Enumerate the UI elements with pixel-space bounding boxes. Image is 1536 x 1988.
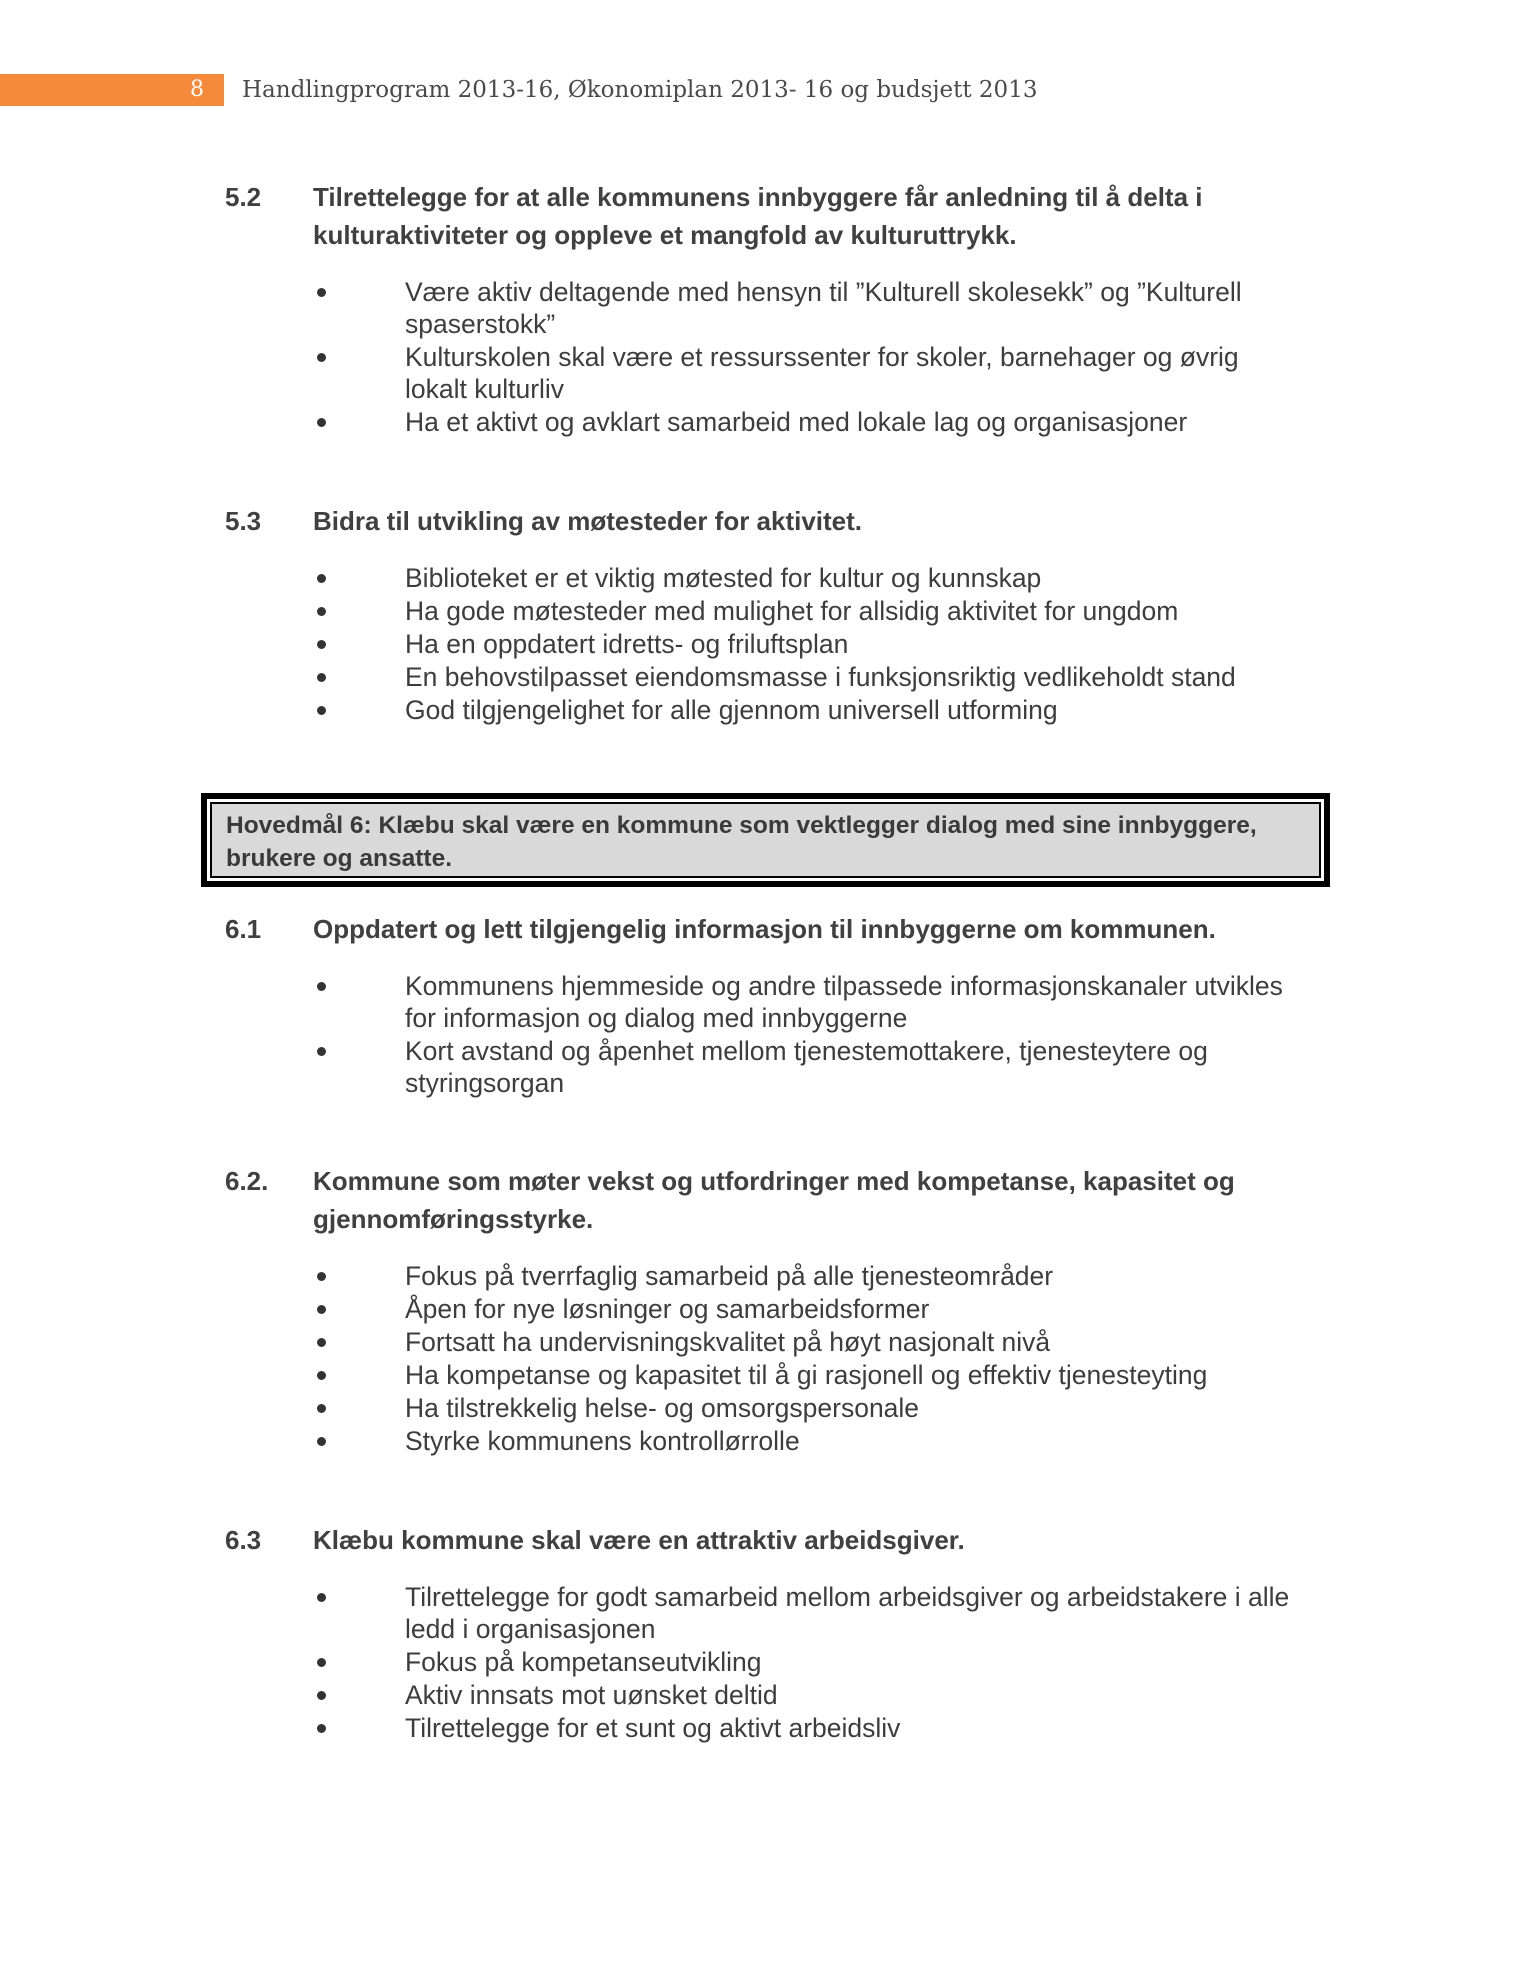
page-number: 8 (190, 77, 204, 102)
list-item (225, 562, 1335, 594)
list-item (225, 1581, 1335, 1645)
section-title: Tilrettelegge for at alle kommunens innbyggere får anledning til å delta i kulturaktiviteter og oppleve et mangfold av kulturuttrykk. (313, 182, 1203, 250)
bullet-icon (317, 1338, 326, 1347)
list-item (225, 694, 1335, 726)
bullet-icon (317, 673, 326, 682)
bullet-icon (317, 1724, 326, 1733)
list-item (225, 406, 1335, 438)
section-title: Kommune som møter vekst og utfordringer med kompetanse, kapasitet og gjennomføringsstyrke. (313, 1166, 1235, 1234)
bullet-icon (317, 640, 326, 649)
section-title: Bidra til utvikling av møtesteder for aktivitet. (313, 506, 863, 536)
bullet-icon (317, 1437, 326, 1446)
section-title: Klæbu kommune skal være en attraktiv arbeidsgiver. (313, 1525, 965, 1555)
section-6-1 (225, 910, 1335, 1100)
list-item (225, 276, 1335, 340)
section-number: 6.2. (225, 1166, 269, 1196)
list-item (225, 1293, 1335, 1325)
section-number: 6.3 (225, 1525, 262, 1555)
bullet-list (225, 562, 1335, 726)
bullet-icon (317, 1593, 326, 1602)
list-item-text: Ha en oppdatert idretts- og friluftsplan (405, 629, 849, 659)
list-item-text: Fokus på tverrfaglig samarbeid på alle tjenesteområder (405, 1261, 1054, 1291)
list-item (225, 1359, 1335, 1391)
list-item (225, 1035, 1335, 1099)
bullet-icon (317, 1658, 326, 1667)
list-item-text: Ha gode møtesteder med mulighet for allsidig aktivitet for ungdom (405, 596, 1179, 626)
list-item (225, 1646, 1335, 1678)
section-number: 5.3 (225, 506, 262, 536)
section-heading (225, 1521, 1335, 1559)
list-item-text: Være aktiv deltagende med hensyn til ”Kulturell skolesekk” og ”Kulturell spaserstokk” (405, 277, 1242, 339)
bullet-icon (317, 706, 326, 715)
section-number: 6.1 (225, 914, 262, 944)
list-item (225, 628, 1335, 660)
list-item (225, 1425, 1335, 1457)
list-item-text: Tilrettelegge for godt samarbeid mellom arbeidsgiver og arbeidstakere i alle ledd i organisasjonen (405, 1582, 1290, 1644)
list-item-text: Kommunens hjemmeside og andre tilpassede informasjonskanaler utvikles for informasjon og dialog med innbyggerne (405, 971, 1283, 1033)
list-item (225, 1679, 1335, 1711)
list-item (225, 1326, 1335, 1358)
bullet-icon (317, 1047, 326, 1056)
section-heading (225, 502, 1335, 540)
list-item-text: Ha kompetanse og kapasitet til å gi rasjonell og effektiv tjenesteyting (405, 1360, 1208, 1390)
list-item-text: Fortsatt ha undervisningskvalitet på høyt nasjonalt nivå (405, 1327, 1051, 1357)
section-number: 5.2 (225, 182, 262, 212)
list-item (225, 1712, 1335, 1744)
list-item (225, 661, 1335, 693)
bullet-list (225, 1260, 1335, 1457)
list-item (225, 1392, 1335, 1424)
list-item-text: Biblioteket er et viktig møtested for kultur og kunnskap (405, 563, 1042, 593)
main-goal-box (201, 793, 1330, 887)
bullet-icon (317, 574, 326, 583)
bullet-icon (317, 1305, 326, 1314)
list-item-text: Ha et aktivt og avklart samarbeid med lokale lag og organisasjoner (405, 407, 1188, 437)
list-item-text: Åpen for nye løsninger og samarbeidsformer (405, 1294, 930, 1324)
list-item-text: En behovstilpasset eiendomsmasse i funksjonsriktig vedlikeholdt stand (405, 662, 1236, 692)
bullet-icon (317, 1371, 326, 1380)
bullet-icon (317, 353, 326, 362)
bullet-icon (317, 1272, 326, 1281)
list-item-text: Kort avstand og åpenhet mellom tjenestemottakere, tjenesteytere og styringsorgan (405, 1036, 1208, 1098)
section-6-3 (225, 1521, 1335, 1745)
bullet-icon (317, 607, 326, 616)
section-heading (225, 910, 1335, 948)
list-item (225, 1260, 1335, 1292)
bullet-list (225, 970, 1335, 1099)
list-item-text: Aktiv innsats mot uønsket deltid (405, 1680, 778, 1710)
section-5-3 (225, 502, 1335, 727)
list-item-text: God tilgjengelighet for alle gjennom universell utforming (405, 695, 1058, 725)
section-5-2 (225, 178, 1335, 439)
document-title: Handlingprogram 2013-16, Økonomiplan 2013- 16 og budsjett 2013 (242, 77, 1038, 103)
section-6-2 (225, 1162, 1335, 1458)
bullet-list (225, 276, 1335, 438)
list-item (225, 341, 1335, 405)
bullet-icon (317, 418, 326, 427)
bullet-icon (317, 982, 326, 991)
bullet-list (225, 1581, 1335, 1744)
section-heading (225, 1162, 1335, 1238)
section-title: Oppdatert og lett tilgjengelig informasjon til innbyggerne om kommunen. (313, 914, 1216, 944)
bullet-icon (317, 1404, 326, 1413)
list-item (225, 595, 1335, 627)
list-item-text: Ha tilstrekkelig helse- og omsorgspersonale (405, 1393, 920, 1423)
bullet-icon (317, 1691, 326, 1700)
list-item-text: Tilrettelegge for et sunt og aktivt arbeidsliv (405, 1713, 901, 1743)
list-item (225, 970, 1335, 1034)
main-goal-text: Hovedmål 6: Klæbu skal være en kommune som vektlegger dialog med sine innbyggere, brukere og ansatte. (210, 802, 1321, 878)
list-item-text: Kulturskolen skal være et ressurssenter for skoler, barnehager og øvrig lokalt kulturliv (405, 342, 1239, 404)
list-item-text: Fokus på kompetanseutvikling (405, 1647, 762, 1677)
section-heading (225, 178, 1335, 254)
list-item-text: Styrke kommunens kontrollørrolle (405, 1426, 800, 1456)
bullet-icon (317, 288, 326, 297)
